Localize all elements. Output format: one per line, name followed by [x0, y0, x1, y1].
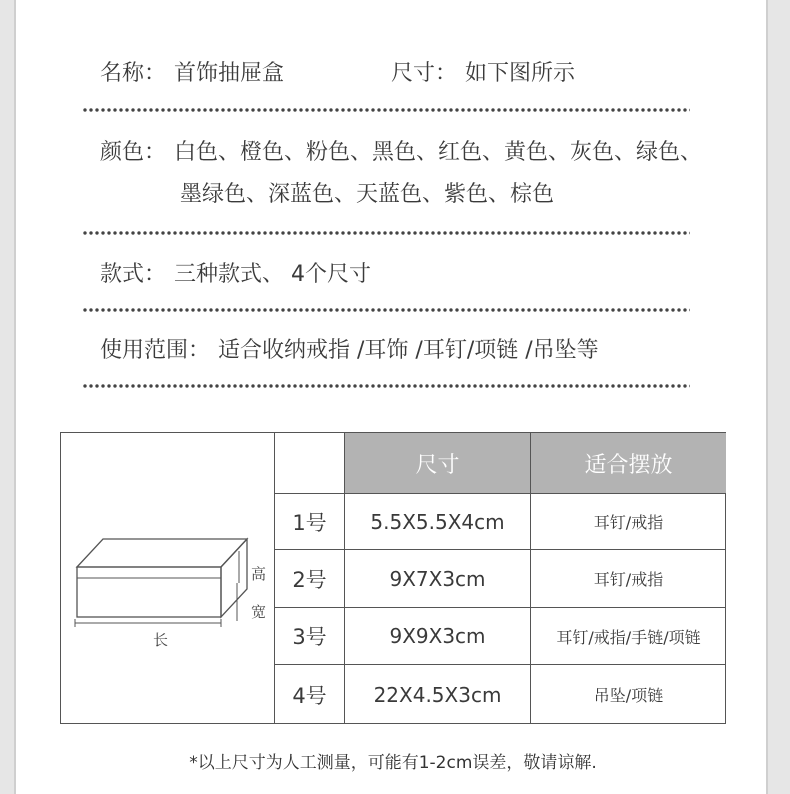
usage-row [100, 331, 599, 371]
style-label: 款式： [100, 262, 167, 287]
row-size: 22X4.5X3cm [345, 665, 531, 724]
box-diagram-cell [61, 433, 275, 724]
row-size: 5.5X5.5X4cm [345, 494, 531, 550]
row-fit: 耳钉/戒指/手链/项链 [531, 608, 726, 665]
row-size: 9X9X3cm [345, 608, 531, 665]
style-value: 三种款式、 4个尺寸 [174, 262, 372, 287]
row-fit: 耳钉/戒指 [531, 494, 726, 550]
name-label: 名称： [100, 61, 167, 86]
dotted-divider [82, 384, 690, 388]
color-values-line2: 墨绿色、深蓝色、天蓝色、紫色、棕色 [180, 182, 555, 207]
width-label: 宽 [251, 603, 267, 621]
measurement-note: *以上尺寸为人工测量，可能有1-2cm误差，敬请谅解. [189, 753, 597, 773]
name-value: 首饰抽屉盒 [174, 61, 285, 86]
row-number: 1号 [275, 494, 345, 550]
color-values-line1: 白色、橙色、粉色、黑色、红色、黄色、灰色、绿色、 [174, 140, 703, 165]
color-row-line2 [180, 175, 554, 215]
dotted-divider [82, 231, 690, 235]
row-number: 2号 [275, 550, 345, 608]
header-blank-cell [275, 433, 345, 494]
box-diagram [61, 433, 275, 724]
row-size: 9X7X3cm [345, 550, 531, 608]
row-number: 3号 [275, 608, 345, 665]
dotted-divider [82, 108, 690, 112]
size-value: 如下图所示 [465, 61, 576, 86]
dotted-divider [82, 308, 690, 312]
size-table [60, 432, 726, 724]
size-label: 尺寸： [391, 61, 458, 86]
right-frame [766, 0, 790, 794]
usage-label: 使用范围： [100, 338, 211, 363]
name-size-row [100, 54, 575, 94]
style-row [100, 255, 371, 295]
row-fit: 吊坠/项链 [593, 686, 664, 705]
usage-value: 适合收纳戒指 /耳饰 /耳钉/项链 /吊坠等 [218, 338, 599, 363]
length-label: 长 [153, 631, 169, 649]
height-label: 高 [251, 565, 267, 583]
header-size: 尺寸 [345, 433, 531, 494]
row-number: 4号 [275, 665, 345, 724]
left-frame [0, 0, 16, 794]
color-label: 颜色： [100, 140, 167, 165]
color-row [100, 133, 702, 173]
row-fit: 耳钉/戒指 [531, 550, 726, 608]
header-fit: 适合摆放 [531, 433, 726, 494]
